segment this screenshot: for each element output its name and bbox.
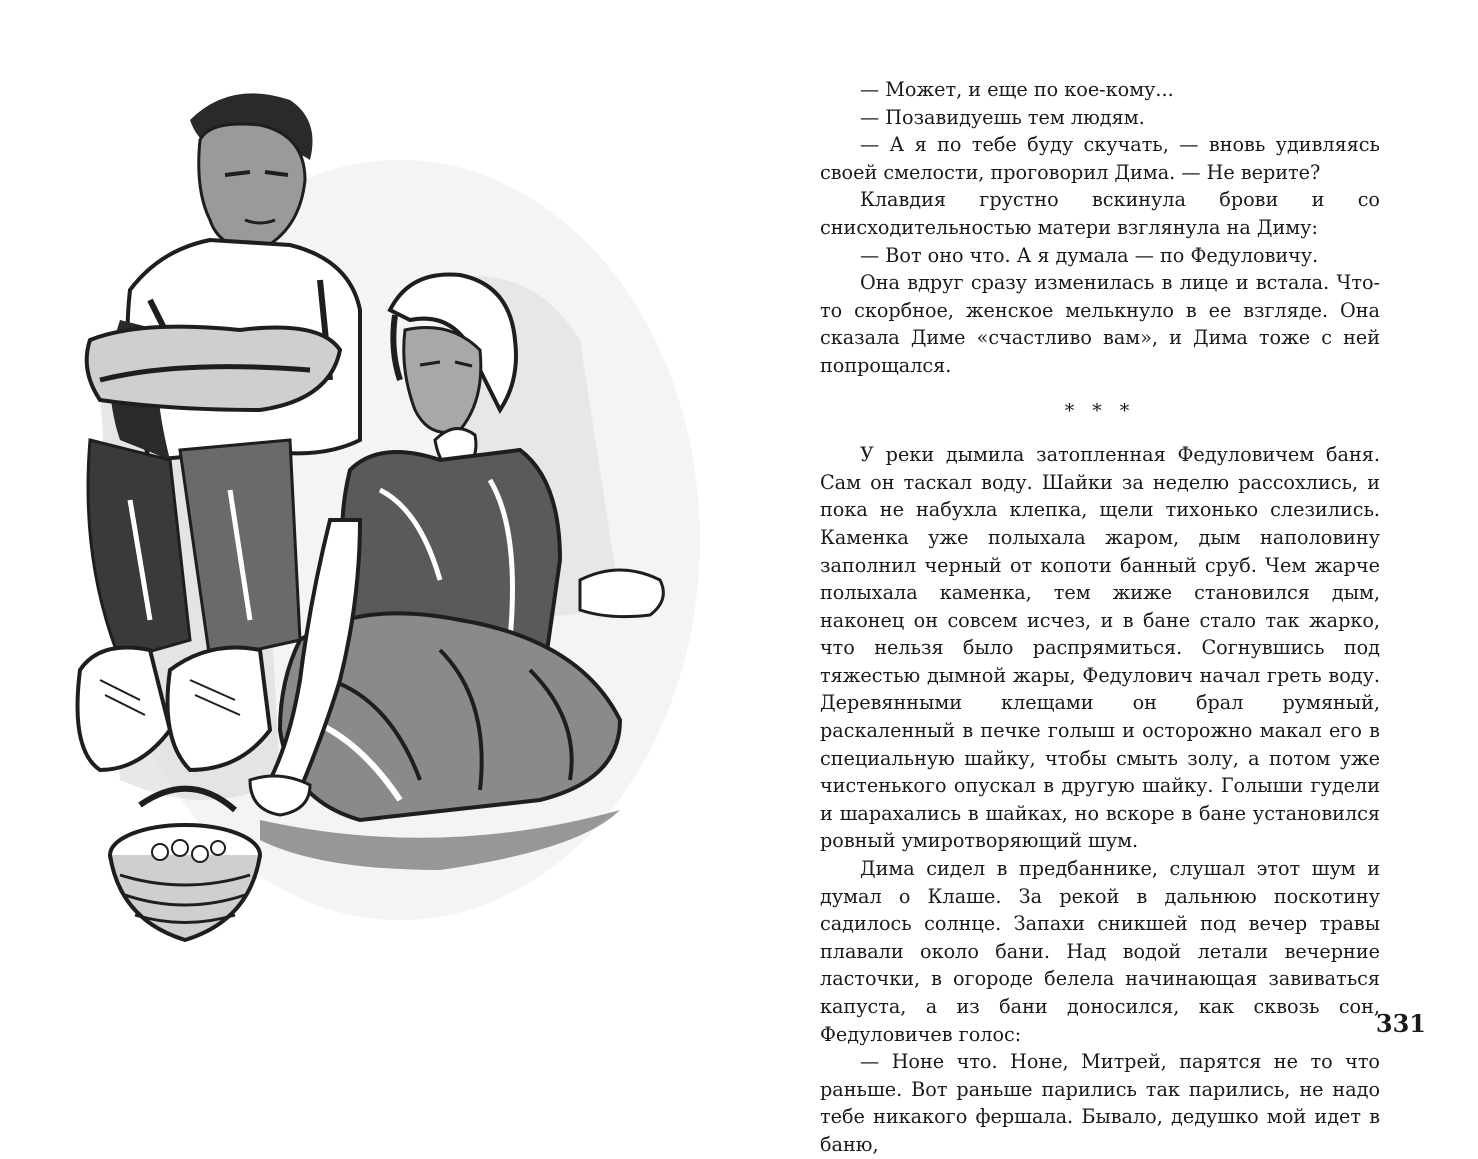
egg-icon bbox=[152, 844, 168, 860]
egg-icon bbox=[192, 846, 208, 862]
paragraph: — А я по тебе буду скучать, — вновь удивляясь своей смелости, проговорил Дима. — Не верите? bbox=[820, 133, 1380, 184]
paragraph: — Ноне что. Ноне, Митрей, парятся не то что раньше. Вот раньше парились так парились, не надо тебе никакого фершала. Бывало, дедушко мой идет в баню, bbox=[820, 1050, 1380, 1156]
paragraph: Дима сидел в предбаннике, слушал этот шум и думал о Клаше. За рекой в дальнюю поскотину садилось солнце. Запахи сникшей под вечер травы плавали около бани. Над водой летали вечерние ласточки, в огороде белела начинающая завиваться капуста, а из бани доносился, как сквозь сон, Федуловичев голос: bbox=[820, 857, 1380, 1046]
ink-illustration bbox=[60, 80, 720, 960]
text-column bbox=[820, 76, 1380, 1159]
paragraph: Клавдия грустно вскинула брови и со снисходительностью матери взглянула на Диму: bbox=[820, 188, 1380, 239]
illustration-svg bbox=[60, 80, 720, 960]
paragraph: — Вот оно что. А я думала — по Федуловичу. bbox=[860, 243, 1319, 267]
paragraph: У реки дымила затопленная Федуловичем баня. Сам он таскал воду. Шайки за неделю рассохлись, и пока не набухла клепка, щели тихонько слезились. Каменка уже полыхала жаром, дым наполовину заполнил черный от копоти банный сруб. Чем жарче полыхала каменка, тем жиже становился дым, наконец он совсем исчез, и в бане стало так жарко, что нельзя было распрямиться. Согнувшись под тяжестью дымной жары, Федулович начал греть воду. Деревянными клещами он брал румяный, раскаленный в печке голыш и осторожно макал его в специальную шайку, чтобы смыть золу, а потом уже чистенького опускал в другую шайку. Голыши гудели и шарахались в шайках, но вскоре в бане установился ровный умиротворяющий шум. bbox=[820, 443, 1380, 853]
egg-icon bbox=[211, 841, 225, 855]
paragraph: Она вдруг сразу изменилась в лице и встала. Что-то скорбное, женское мелькнуло в ее взгляде. Она сказала Диме «счастливо вам», и Дима тоже с ней попрощался. bbox=[820, 271, 1380, 377]
section-separator: * * * bbox=[1064, 399, 1136, 422]
paragraph: — Позавидуешь тем людям. bbox=[860, 105, 1145, 129]
paragraph: — Может, и еще по кое-кому... bbox=[860, 78, 1174, 101]
woman-foot bbox=[580, 570, 663, 617]
egg-icon bbox=[172, 840, 188, 856]
page-number: 331 bbox=[1375, 1009, 1426, 1038]
